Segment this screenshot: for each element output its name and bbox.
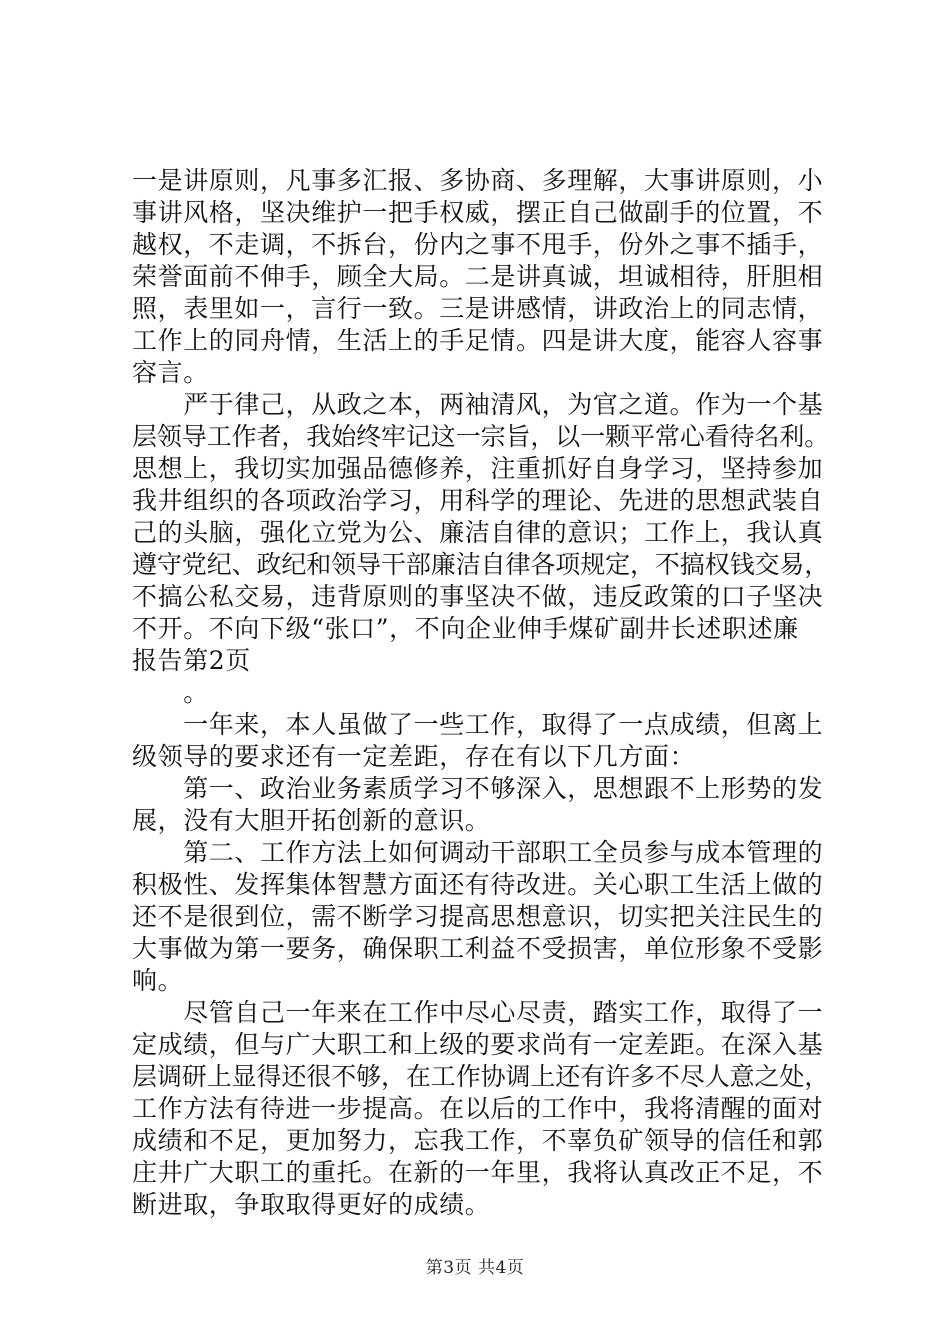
text-line: 级领导的要求还有一定差距，存在有以下几方面：: [132, 742, 696, 771]
text-line: 尽管自己一年来在工作中尽心尽责，踏实工作，取得了一: [132, 998, 824, 1027]
text-line: 严于律己，从政之本，两袖清风，为官之道。作为一个基: [132, 390, 824, 419]
text-line: 层调研上显得还很不够，在工作协调上还有许多不尽人意之处，: [132, 1062, 830, 1091]
text-line: 。: [132, 678, 209, 707]
text-line: 第一、政治业务素质学习不够深入，思想跟不上形势的发: [132, 774, 824, 803]
text-line: 一年来，本人虽做了一些工作，取得了一点成绩，但离上: [132, 710, 824, 739]
page-footer: 第3页 共4页: [425, 1258, 525, 1278]
text-line: 一是讲原则，凡事多汇报、多协商、多理解，大事讲原则，小: [132, 166, 824, 195]
text-line: 积极性、发挥集体智慧方面还有待改进。关心职工生活上做的: [132, 870, 824, 899]
text-line: 工作方法有待进一步提高。在以后的工作中，我将清醒的面对: [132, 1094, 824, 1123]
text-line: 第二、工作方法上如何调动干部职工全员参与成本管理的: [132, 838, 824, 867]
text-line: 响。: [132, 966, 184, 995]
text-line: 大事做为第一要务，确保职工利益不受损害，单位形象不受影: [132, 934, 824, 963]
text-line: 事讲风格，坚决维护一把手权威，摆正自己做副手的位置，不: [132, 198, 824, 227]
text-line: 遵守党纪、政纪和领导干部廉洁自律各项规定，不搞权钱交易，: [132, 550, 830, 579]
text-line: 容言。: [132, 358, 209, 387]
text-line: 报告第2页: [132, 646, 251, 675]
text-line: 不搞公私交易，违背原则的事坚决不做，违反政策的口子坚决: [132, 582, 824, 611]
text-line: 还不是很到位，需不断学习提高思想意识，切实把关注民生的: [132, 902, 824, 931]
text-line: 己的头脑，强化立党为公、廉洁自律的意识；工作上，我认真: [132, 518, 824, 547]
text-line: 层领导工作者，我始终牢记这一宗旨，以一颗平常心看待名利。: [132, 422, 830, 451]
text-line: 庄井广大职工的重托。在新的一年里，我将认真改正不足，不: [132, 1158, 824, 1187]
text-line: 工作上的同舟情，生活上的手足情。四是讲大度，能容人容事: [132, 326, 824, 355]
text-line: 成绩和不足，更加努力，忘我工作，不辜负矿领导的信任和郭: [132, 1126, 824, 1155]
text-line: 展，没有大胆开拓创新的意识。: [132, 806, 491, 835]
text-line: 思想上，我切实加强品德修养，注重抓好自身学习，坚持参加: [132, 454, 824, 483]
text-line: 不开。不向下级“张口”，不向企业伸手煤矿副井长述职述廉: [132, 614, 799, 643]
text-line: 定成绩，但与广大职工和上级的要求尚有一定差距。在深入基: [132, 1030, 824, 1059]
text-line: 照，表里如一，言行一致。三是讲感情，讲政治上的同志情，: [132, 294, 824, 323]
text-line: 越权，不走调，不拆台，份内之事不甩手，份外之事不插手，: [132, 230, 824, 259]
text-line: 断进取，争取取得更好的成绩。: [132, 1190, 491, 1219]
text-line: 荣誉面前不伸手，顾全大局。二是讲真诚，坦诚相待，肝胆相: [132, 262, 824, 291]
text-line: 我井组织的各项政治学习，用科学的理论、先进的思想武装自: [132, 486, 824, 515]
